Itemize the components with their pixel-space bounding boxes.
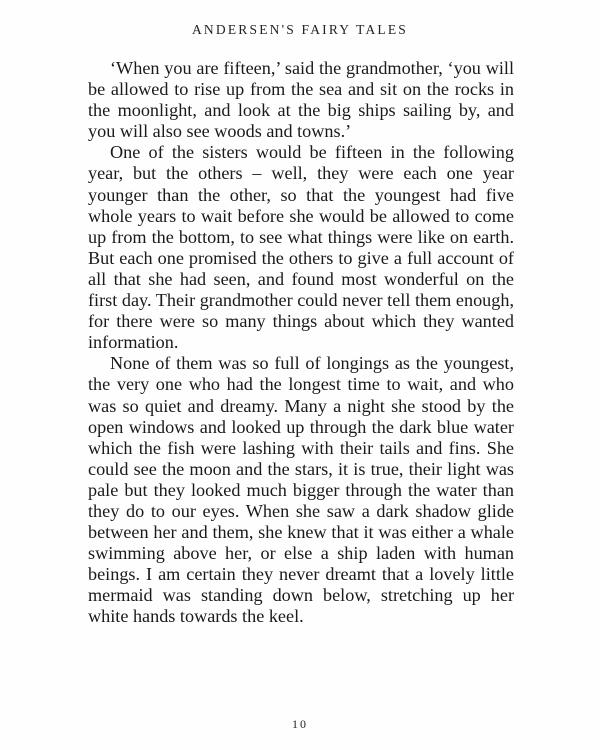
body-text <box>88 58 514 628</box>
paragraph: ‘When you are fifteen,’ said the grandmother, ‘you will be allowed to rise up from the sea and sit on the rocks in the moonlight, and look at the big ships sailing by, and you will also see woods and towns.’ <box>88 58 514 142</box>
paragraph: One of the sisters would be fifteen in the following year, but the others – well, they were each one year younger than the other, so that the youngest had five whole years to wait before she would be allowed to come up from the bottom, to see what things were like on earth. But each one promised the others to give a full account of all that she had seen, and found most wonderful on the first day. Their grandmother could never tell them enough, for there were so many things about which they wanted information. <box>88 142 514 353</box>
running-head: ANDERSEN'S FAIRY TALES <box>191 22 409 37</box>
paragraph: None of them was so full of longings as the youngest, the very one who had the longest time to wait, and who was so quiet and dreamy. Many a night she stood by the open windows and looked up through the dark blue water which the fish were lashing with their tails and fins. She could see the moon and the stars, it is true, their light was pale but they looked much bigger through the water than they do to our eyes. When she saw a dark shadow glide between her and them, she knew that it was either a whale swimming above her, or else a ship laden with human beings. I am certain they never dreamt that a lovely little mermaid was standing down below, stretching up her white hands towards the keel. <box>88 353 514 627</box>
page-number: 10 <box>292 717 308 731</box>
